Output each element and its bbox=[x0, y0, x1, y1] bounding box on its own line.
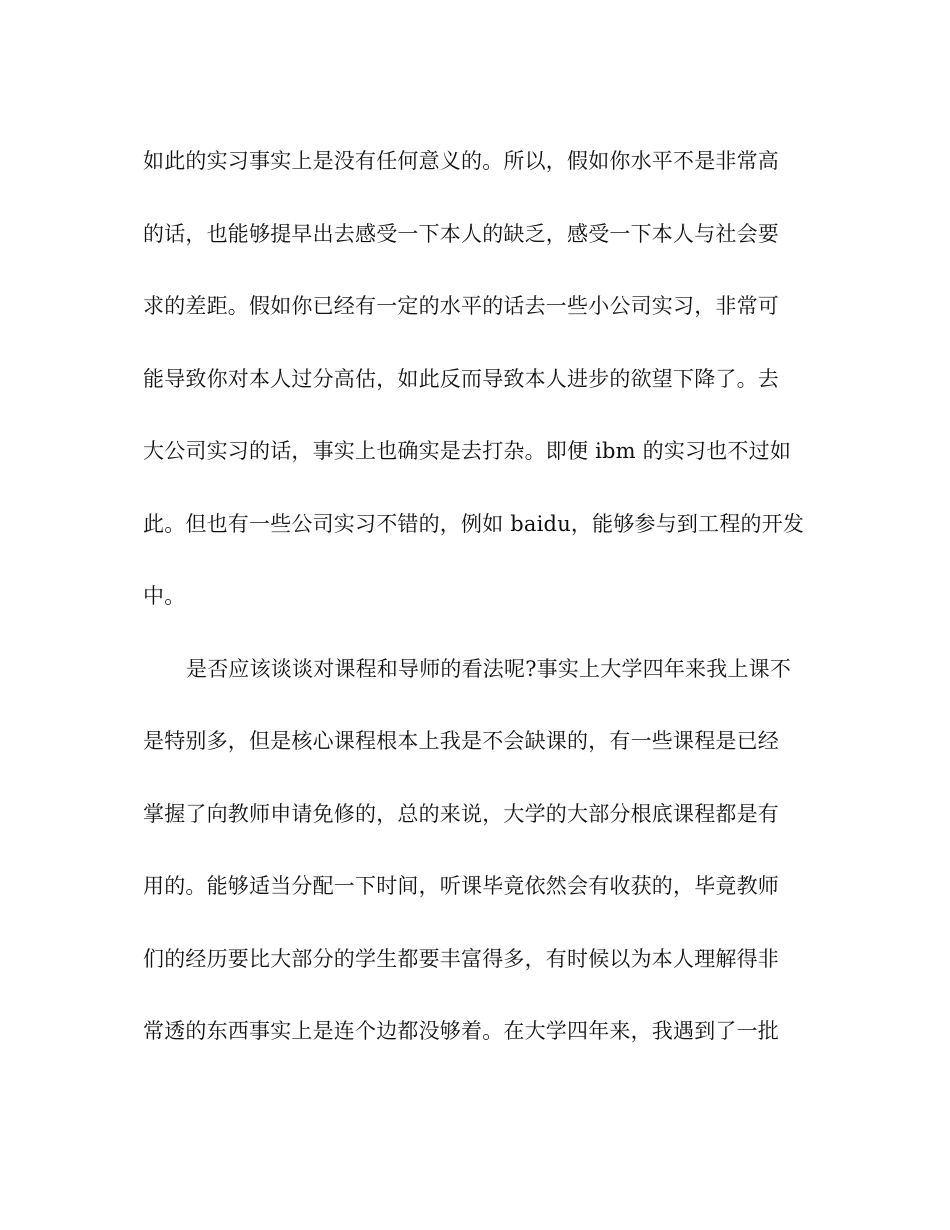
text-line: 大公司实习的话，事实上也确实是去打杂。即便 ibm 的实习也不过如 bbox=[143, 439, 792, 463]
text-line: 是特别多，但是核心课程根本上我是不会缺课的，有一些课程是已经 bbox=[143, 729, 779, 753]
text-line: 的话，也能够提早出去感受一下本人的缺乏，感受一下本人与社会要 bbox=[143, 221, 779, 246]
text-line: 此。但也有一些公司实习不错的，例如 baidu，能够参与到工程的开发 bbox=[143, 511, 805, 536]
paragraph-2 bbox=[143, 645, 823, 1080]
text-line: 是否应该谈谈对课程和导师的看法呢?事实上大学四年来我上课不 bbox=[186, 656, 792, 681]
text-line: 中。 bbox=[143, 584, 186, 608]
document-body bbox=[143, 137, 823, 1080]
text-line: 能导致你对本人过分高估，如此反而导致本人进步的欲望下降了。去 bbox=[143, 366, 779, 391]
text-line: 们的经历要比大部分的学生都要丰富得多，有时候以为本人理解得非 bbox=[143, 946, 779, 971]
text-line: 掌握了向教师申请免修的，总的来说，大学的大部分根底课程都是有 bbox=[143, 801, 779, 826]
text-line: 用的。能够适当分配一下时间，听课毕竟依然会有收获的，毕竟教师 bbox=[143, 874, 779, 898]
text-line: 求的差距。假如你已经有一定的水平的话去一些小公司实习，非常可 bbox=[143, 294, 779, 318]
paragraph-1 bbox=[143, 137, 823, 645]
text-line: 如此的实习事实上是没有任何意义的。所以，假如你水平不是非常高 bbox=[143, 149, 779, 173]
text-line: 常透的东西事实上是连个边都没够着。在大学四年来，我遇到了一批 bbox=[143, 1019, 779, 1043]
